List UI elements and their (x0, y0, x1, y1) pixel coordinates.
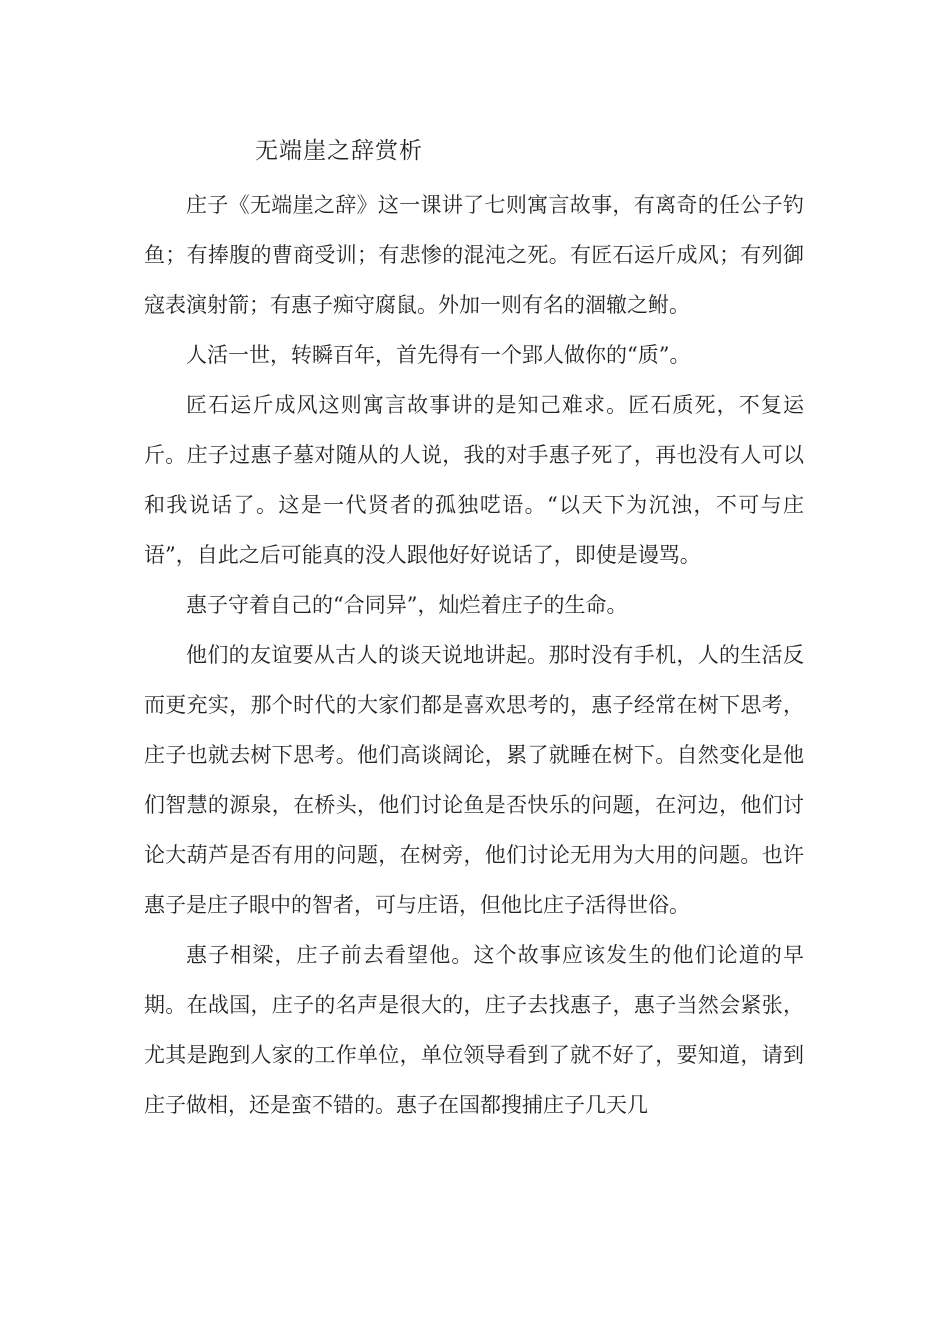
paragraph: 庄子《无端崖之辞》这一课讲了七则寓言故事，有离奇的任公子钓鱼；有捧腹的曹商受训；有悲惨的混沌之死。有匠石运斤成风；有列御寇表演射箭；有惠子痴守腐鼠。外加一则有名的涸辙之鲋。 (144, 193, 804, 317)
document-title: 无端崖之辞赏析 (255, 138, 423, 164)
paragraph: 匠石运斤成风这则寓言故事讲的是知己难求。匠石质死，不复运斤。庄子过惠子墓对随从的人说，我的对手惠子死了，再也没有人可以和我说话了。这是一代贤者的孤独呓语。“以天下为沉浊，不可与庄语”，自此之后可能真的没人跟他好好说话了，即使是谩骂。 (144, 393, 804, 567)
paragraph: 他们的友谊要从古人的谈天说地讲起。那时没有手机，人的生活反而更充实，那个时代的大家们都是喜欢思考的，惠子经常在树下思考，庄子也就去树下思考。他们高谈阔论，累了就睡在树下。自然变化是他们智慧的源泉，在桥头，他们讨论鱼是否快乐的问题，在河边，他们讨论大葫芦是否有用的问题，在树旁，他们讨论无用为大用的问题。也许惠子是庄子眼中的智者，可与庄语，但他比庄子活得世俗。 (144, 643, 804, 917)
paragraph: 惠子守着自己的“合同异”，灿烂着庄子的生命。 (186, 593, 628, 617)
paragraph: 惠子相梁，庄子前去看望他。这个故事应该发生的他们论道的早期。在战国，庄子的名声是很大的，庄子去找惠子，惠子当然会紧张，尤其是跑到人家的工作单位，单位领导看到了就不好了，要知道，请到庄子做相，还是蛮不错的。惠子在国都搜捕庄子几天几 (144, 943, 804, 1117)
paragraph: 人活一世，转瞬百年，首先得有一个郢人做你的“质”。 (186, 343, 691, 367)
document-body (144, 180, 804, 1130)
